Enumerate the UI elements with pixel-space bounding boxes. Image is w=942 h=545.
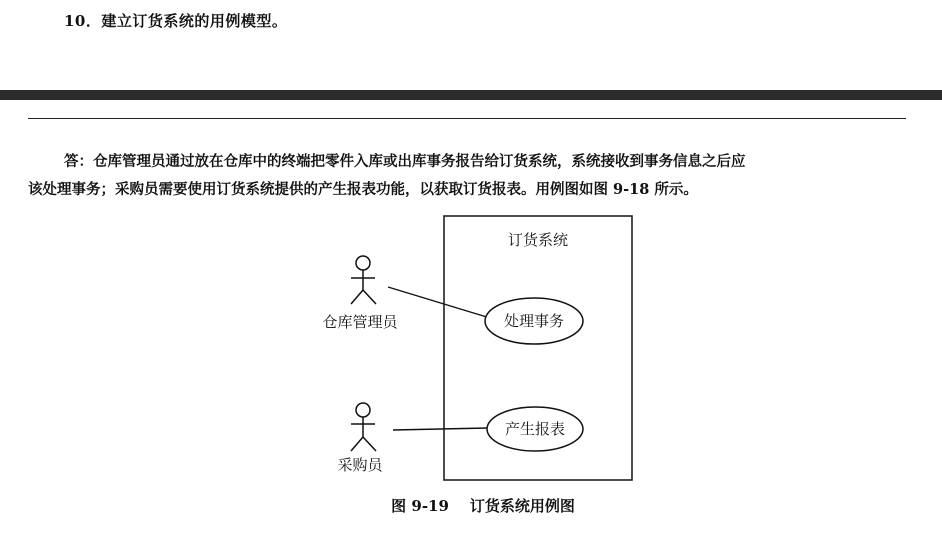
answer-line-1: 答：仓库管理员通过放在仓库中的终端把零件入库或出库事务报告给订货系统，系统接收到事务信息之后应 (64, 153, 746, 170)
actor-head (356, 403, 370, 417)
actor-label-purchaser: 采购员 (337, 456, 383, 474)
use-case-label-generate-report: 产生报表 (504, 420, 566, 438)
use-case-label-process-transaction: 处理事务 (503, 312, 565, 330)
actor-left-leg (351, 290, 363, 304)
answer-line-2: 该处理事务；采购员需要使用订货系统提供的产生报表功能，以获取订货报表。用例图如图 9-18 所示。 (28, 181, 698, 198)
association-line-2 (393, 428, 488, 430)
actor-purchaser (351, 403, 376, 451)
system-name: 订货系统 (507, 231, 569, 249)
question-text: 10．建立订货系统的用例模型。 (64, 12, 288, 30)
actor-left-leg (351, 437, 363, 451)
actor-right-leg (363, 437, 376, 451)
figure-caption: 图 9-19 订货系统用例图 (391, 497, 575, 515)
actor-right-leg (363, 290, 376, 304)
actor-head (356, 256, 370, 270)
association-line-1 (388, 287, 490, 318)
actor-label-warehouse-manager: 仓库管理员 (322, 313, 398, 331)
actor-warehouse-manager (351, 256, 376, 304)
